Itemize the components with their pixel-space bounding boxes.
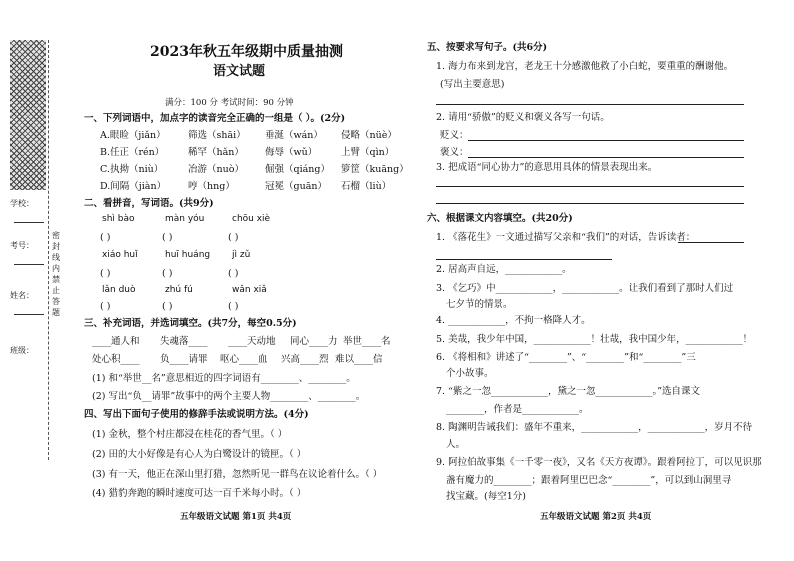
q1-option: C.执拗（niù） <box>100 164 164 175</box>
q5-item-1-hint: (写出主要意思) <box>440 79 505 90</box>
answer-line[interactable] <box>436 186 744 187</box>
q1-option: A.眼睑（jiǎn） <box>100 130 166 141</box>
q6-item-8[interactable]: 8. 陶渊明告诫我们：盛年不重来，____________，____________，岁月不待 <box>436 422 753 433</box>
q2-answer-box[interactable]: ( ) <box>100 268 111 279</box>
binding-label-school: 学校： <box>10 199 34 208</box>
q2-answer-box[interactable]: ( ) <box>162 232 173 243</box>
q6-heading: 六、根据课文内容填空。(共20分) <box>427 213 573 224</box>
q2-answer-box[interactable]: ( ) <box>162 301 173 312</box>
q2-pinyin: wǎn xiǎ <box>232 285 267 295</box>
q3-word[interactable]: ____通人和 <box>92 336 140 347</box>
q1-heading: 一、下列词语中，加点字的读音完全正确的一组是（ ）。(2分) <box>84 113 346 124</box>
q3-word[interactable]: 难以____信 <box>335 354 383 365</box>
q4-item[interactable]: (3) 有一天，他正在深山里打猎，忽然听见一群鸟在议论着什么。（ ） <box>92 469 383 480</box>
q1-option: 垂涎（wán） <box>265 130 323 141</box>
binding-line <box>14 222 44 223</box>
answer-line[interactable] <box>436 203 744 204</box>
q2-pinyin: zhú fú <box>165 285 193 295</box>
binding-pattern <box>10 40 46 190</box>
q2-pinyin: shì bào <box>102 214 135 224</box>
q2-answer-box[interactable]: ( ) <box>162 268 173 279</box>
score-info: 满分：100 分 考试时间：90 分钟 <box>165 98 294 108</box>
q1-option: 倔强（qiáng） <box>265 164 330 175</box>
answer-line[interactable] <box>468 157 744 158</box>
q1-option: 筛选（shāi） <box>188 130 246 141</box>
q3-word[interactable]: ____天动地 <box>228 336 276 347</box>
q3-sentence[interactable]: (2) 写出“负__请罪”故事中的两个主要人物________、________。 <box>92 391 366 402</box>
q5-heading: 五、按要求写句子。(共6分) <box>427 42 548 53</box>
q2-pinyin: huī huáng <box>165 250 211 260</box>
q2-answer-box[interactable]: ( ) <box>228 301 239 312</box>
q5-item-3: 3. 把成语“同心协力”的意思用具体的情景表现出来。 <box>436 162 658 173</box>
q1-option: D.间隔（jiàn） <box>100 181 167 192</box>
q5-item-2: 2. 请用“骄傲”的贬义和褒义各写一句话。 <box>436 112 610 123</box>
q1-option: 侮辱（wǔ） <box>265 147 318 158</box>
q4-item[interactable]: (4) 猎豹奔跑的瞬时速度可达一百千米每小时。（ ） <box>92 488 307 499</box>
binding-line <box>14 264 44 265</box>
q3-word[interactable]: 呕心____血 <box>220 354 268 365</box>
q4-item[interactable]: (2) 田的大小好像是有心人为白鹭设计的镜匣。（ ） <box>92 449 307 460</box>
q2-pinyin: xiáo huǐ <box>102 250 138 260</box>
q2-answer-box[interactable]: ( ) <box>228 268 239 279</box>
q2-pinyin: màn yóu <box>165 214 205 224</box>
q6-item-9: 9. 阿拉伯故事集《一千零一夜》，又名《天方夜谭》。跟着阿拉丁，可以见识那 <box>436 457 762 468</box>
page-footer-left: 五年级语文试题 第1页 共4页 <box>180 512 292 522</box>
q1-option: 石榴（liù） <box>341 181 392 192</box>
seal-line <box>48 40 49 460</box>
q6-item-6[interactable]: 6. 《将相和》讲述了“________”、“________”和“________”三 <box>436 352 696 363</box>
q6-item-3[interactable]: 3. 《乞巧》中____________，____________。让我们看到了那时人们过 <box>436 283 734 294</box>
q5-item-1: 1. 海力布来到龙宫，老龙王十分感激他救了小白蛇，要重重的酬谢他。 <box>436 61 734 72</box>
seal-note: 密封线内禁止答题 <box>52 231 60 317</box>
q6-item-3-cont: 七夕节的情景。 <box>446 299 513 310</box>
q2-answer-box[interactable]: ( ) <box>100 232 111 243</box>
q3-word[interactable]: 举世____名 <box>343 336 391 347</box>
page-footer-right: 五年级语文试题 第2页 共4页 <box>540 512 652 522</box>
q1-option: B.任正（rén） <box>100 147 165 158</box>
q1-option: 上臂（qìn） <box>341 147 395 158</box>
q6-item-6-cont: 个小故事。 <box>446 368 494 379</box>
q1-option: 哼（hng） <box>188 181 235 192</box>
q4-heading: 四、写出下面句子使用的修辞手法或说明方法。(4分) <box>84 409 309 420</box>
q3-heading: 三、补充词语，并选词填空。(共7分，每空0.5分) <box>84 318 297 329</box>
q6-item-8-cont: 人。 <box>446 439 466 450</box>
q1-option: 箩筐（kuāng） <box>341 164 409 175</box>
q3-sentence[interactable]: (1) 和“举世__名”意思相近的四字词语有________、________。 <box>92 373 356 384</box>
q3-word[interactable]: 兴高____烈 <box>281 354 329 365</box>
q3-word[interactable]: 失魂落____ <box>160 336 208 347</box>
q3-word[interactable]: 同心____力 <box>290 336 338 347</box>
q2-heading: 二、看拼音，写词语。(共9分) <box>84 198 214 209</box>
q2-pinyin: chōu xiè <box>232 214 271 224</box>
binding-label-id: 考号： <box>10 241 34 250</box>
q3-word[interactable]: 处心积____ <box>92 354 140 365</box>
q6-item-5[interactable]: 5. 美哉，我少年中国，____________！壮哉，我中国少年，____________！ <box>436 334 753 345</box>
exam-title: 2023年秋五年级期中质量抽测 <box>150 44 343 60</box>
binding-label-class: 班级： <box>10 346 34 355</box>
binding-line <box>14 314 44 315</box>
answer-line[interactable] <box>678 242 744 243</box>
q5-label-bian: 贬义： <box>440 130 469 141</box>
answer-line[interactable] <box>436 259 612 260</box>
q4-item[interactable]: (1) 金秋，整个村庄都浸在桂花的香气里。（ ） <box>92 429 288 440</box>
q2-pinyin: lǎn duò <box>102 285 136 295</box>
q1-option: 冠冕（guān） <box>265 181 327 192</box>
q1-option: 稀罕（hǎn） <box>188 147 244 158</box>
q1-option: 冶游（nuò） <box>188 164 244 175</box>
q6-item-4[interactable]: 4. ____________，不拘一格降人才。 <box>436 315 591 326</box>
binding-label-name: 姓名： <box>10 291 34 300</box>
q6-item-9-note: 找宝藏。(每空1分) <box>446 491 526 502</box>
q6-item-7-cont[interactable]: ________，作者是____________。 <box>446 404 589 415</box>
q6-item-1: 1. 《落花生》一文通过描写父亲和“我们”的对话，告诉读者： <box>436 232 696 243</box>
q5-label-bao: 褒义： <box>440 147 469 158</box>
q2-answer-box[interactable]: ( ) <box>228 232 239 243</box>
answer-line[interactable] <box>436 104 744 105</box>
q6-item-9-cont[interactable]: 盏有魔力的________；跟着阿里巴巴念“________”，可以到山洞里寻 <box>446 475 732 486</box>
answer-line[interactable] <box>468 140 744 141</box>
exam-subtitle: 语文试题 <box>213 64 266 79</box>
q6-item-2[interactable]: 2. 居高声自远，____________。 <box>436 264 572 275</box>
q1-option: 侵略（nüè） <box>341 130 397 141</box>
q3-word[interactable]: 负____请罪 <box>160 354 208 365</box>
q2-answer-box[interactable]: ( ) <box>100 301 111 312</box>
q6-item-7[interactable]: 7. “紫之一忽____________，黛之一忽____________。”选自课文 <box>436 386 701 397</box>
q2-pinyin: jì zǔ <box>232 250 251 260</box>
